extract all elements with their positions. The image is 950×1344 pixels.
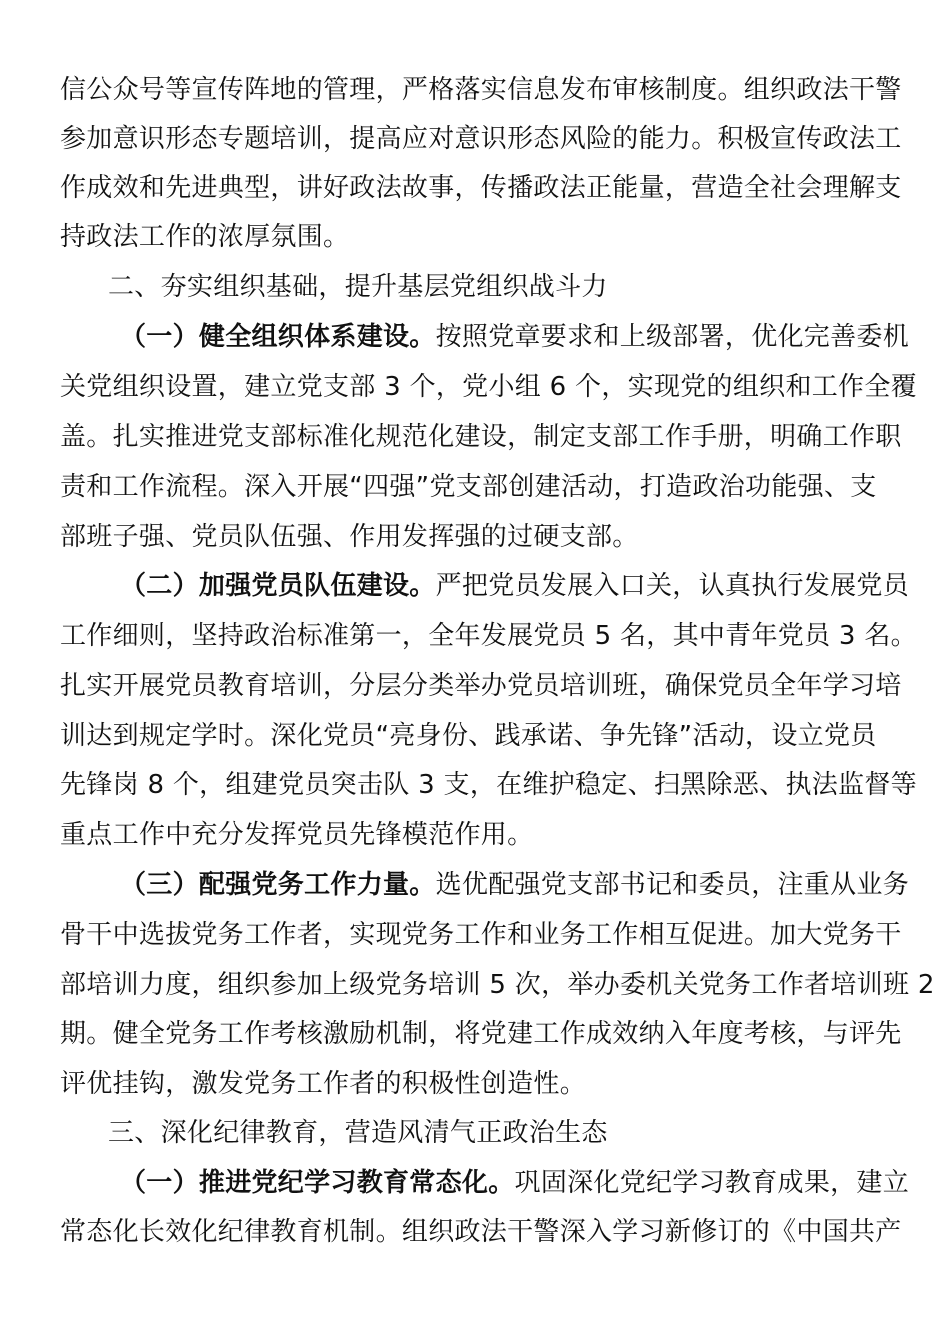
paragraph-line: 重点工作中充分发挥党员先锋模范作用。 [60,820,534,850]
paragraph-line: 骨干中选拔党务工作者，实现党务工作和业务工作相互促进。加大党务干 [60,920,902,950]
paragraph-line: 责和工作流程。深入开展“四强”党支部创建活动，打造政治功能强、支 [60,472,877,502]
paragraph-line: 信公众号等宣传阵地的管理，严格落实信息发布审核制度。组织政法干警 [60,75,902,105]
paragraph-line: 训达到规定学时。深化党员“亮身份、践承诺、争先锋”活动，设立党员 [60,721,877,751]
paragraph-line: 扎实开展党员教育培训，分层分类举办党员培训班，确保党员全年学习培 [60,671,902,701]
paragraph-line: 先锋岗 8 个，组建党员突击队 3 支，在维护稳定、扫黑除恶、执法监督等 [60,770,917,800]
subsection-line [120,566,940,606]
subsection-title: （三）配强党务工作力量。 [120,870,436,900]
paragraph-line: 部班子强、党员队伍强、作用发挥强的过硬支部。 [60,522,639,552]
paragraph-line: 常态化长效化纪律教育机制。组织政法干警深入学习新修订的《中国共产 [60,1217,902,1247]
section-heading-3: 三、深化纪律教育，营造风清气正政治生态 [108,1118,608,1148]
subsection-title: （一）健全组织体系建设。 [120,322,436,352]
paragraph-line: 作成效和先进典型，讲好政法故事，传播政法正能量，营造全社会理解支 [60,173,902,203]
paragraph-line: 评优挂钩，激发党务工作者的积极性创造性。 [60,1069,587,1099]
paragraph-line: 工作细则，坚持政治标准第一，全年发展党员 5 名，其中青年党员 3 名。 [60,621,917,651]
section-heading-2: 二、夯实组织基础，提升基层党组织战斗力 [108,272,608,302]
subsection-text: 严把党员发展入口关，认真执行发展党员 [435,571,910,601]
subsection-line [120,865,940,905]
paragraph-line: 盖。扎实推进党支部标准化规范化建设，制定支部工作手册，明确工作职 [60,422,902,452]
paragraph-line: 关党组织设置，建立党支部 3 个，党小组 6 个，实现党的组织和工作全覆 [60,372,917,402]
subsection-text: 按照党章要求和上级部署，优化完善委机 [435,322,910,352]
subsection-text: 选优配强党支部书记和委员，注重从业务 [435,870,910,900]
paragraph-line: 持政法工作的浓厚氛围。 [60,222,350,252]
subsection-title: （一）推进党纪学习教育常态化。 [120,1168,515,1198]
paragraph-line: 期。健全党务工作考核激励机制，将党建工作成效纳入年度考核，与评先 [60,1019,902,1049]
paragraph-line: 部培训力度，组织参加上级党务培训 5 次，举办委机关党务工作者培训班 2 [60,970,935,1000]
subsection-title: （二）加强党员队伍建设。 [120,571,436,601]
paragraph-line: 参加意识形态专题培训，提高应对意识形态风险的能力。积极宣传政法工 [60,124,902,154]
subsection-line [120,317,940,357]
subsection-line [120,1163,940,1203]
subsection-text: 巩固深化党纪学习教育成果，建立 [514,1168,910,1198]
